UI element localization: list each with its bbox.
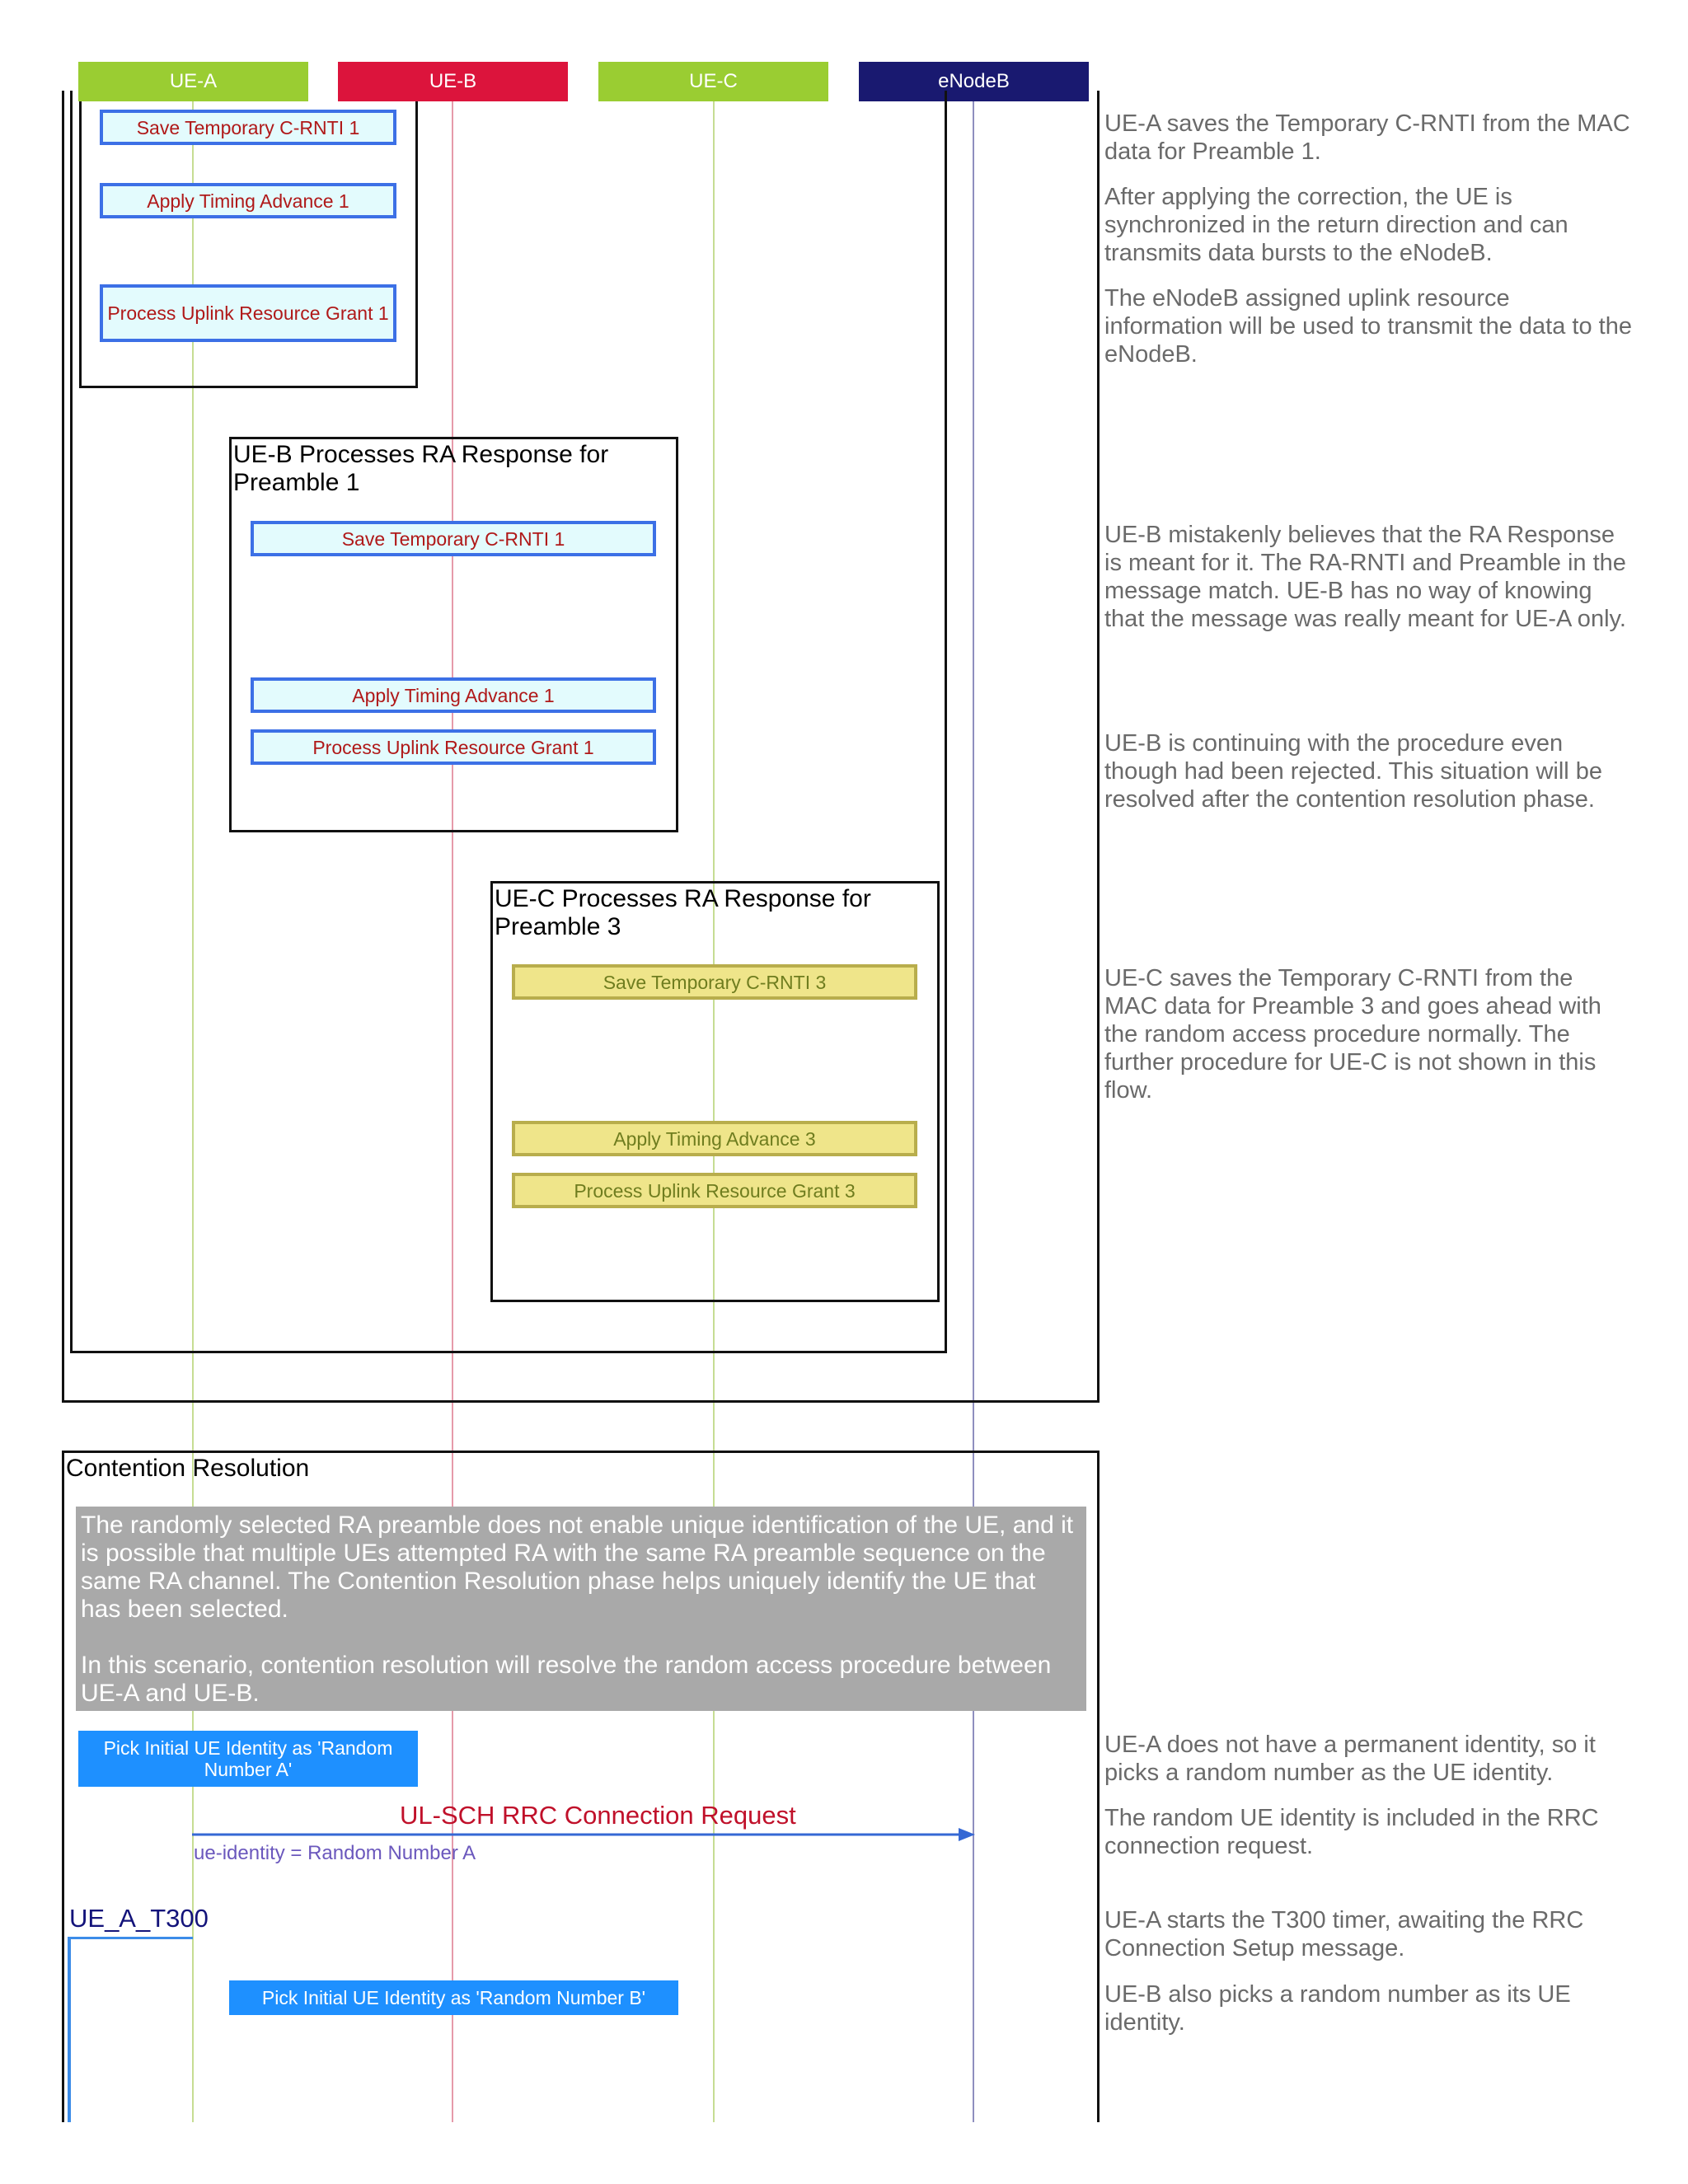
note-ue-a-random-identity: UE-A does not have a permanent identity, so it picks a random number as the UE identity. — [1104, 1732, 1596, 1786]
ue-b-apply-ta-action: Apply Timing Advance 1 — [251, 677, 656, 713]
ue-c-apply-ta-action: Apply Timing Advance 3 — [512, 1121, 917, 1156]
contention-resolution-title: Contention Resolution — [66, 1455, 310, 1482]
ue-a-apply-ta-action: Apply Timing Advance 1 — [100, 183, 396, 218]
ue-c-frame-title: UE-C Processes RA Response for Preamble 3 — [495, 885, 871, 940]
ue-b-save-crnti-action: Save Temporary C-RNTI 1 — [251, 521, 656, 556]
note-t300-timer: UE-A starts the T300 timer, awaiting the RRC Connection Setup message. — [1104, 1907, 1584, 1961]
pick-identity-a-action: Pick Initial UE Identity as 'Random Number A' — [78, 1731, 418, 1787]
rrc-connection-request-label: UL-SCH RRC Connection Request — [400, 1801, 796, 1830]
note-ue-a-uplink-resource: The eNodeB assigned uplink resource information will be used to transmit the data to the eNodeB. — [1104, 285, 1632, 368]
actor-header-enodeb: eNodeB — [859, 62, 1089, 101]
note-ue-b-random-identity: UE-B also picks a random number as its UE identity. — [1104, 1981, 1571, 2036]
ue-b-frame-title: UE-B Processes RA Response for Preamble 1 — [233, 441, 609, 496]
ue-identity-param: ue-identity = Random Number A — [194, 1842, 476, 1864]
contention-description-box — [76, 1507, 1086, 1711]
ue-b-process-grant-action: Process Uplink Resource Grant 1 — [251, 729, 656, 765]
actor-header-ue-a: UE-A — [78, 62, 308, 101]
note-ue-a-save-crnti: UE-A saves the Temporary C-RNTI from the MAC data for Preamble 1. — [1104, 110, 1630, 165]
contention-description-p2: In this scenario, contention resolution will resolve the random access procedure between UE-A and UE-B. — [81, 1652, 1052, 1707]
note-ue-c-saves: UE-C saves the Temporary C-RNTI from the MAC data for Preamble 3 and goes ahead with the random access procedure normally. The further procedure for UE-C is not shown in this flow. — [1104, 965, 1601, 1104]
ue-c-process-grant-action: Process Uplink Resource Grant 3 — [512, 1173, 917, 1208]
note-ue-a-synchronized: After applying the correction, the UE is synchronized in the return direction and can transmits data bursts to the eNodeB. — [1104, 184, 1568, 266]
note-ue-b-mistaken: UE-B mistakenly believes that the RA Response is meant for it. The RA-RNTI and Preamble in the message match. UE-B has no way of knowing that the message was really meant for UE-A only. — [1104, 522, 1626, 632]
note-ue-b-continuing: UE-B is continuing with the procedure even though had been rejected. This situation will be resolved after the contention resolution phase. — [1104, 730, 1603, 813]
ue-a-t300-timer-label: UE_A_T300 — [69, 1904, 209, 1933]
ue-a-t300-timer-bar — [68, 1937, 193, 2122]
ue-c-frame — [490, 881, 940, 1302]
ue-a-process-grant-action: Process Uplink Resource Grant 1 — [100, 284, 396, 342]
actor-header-ue-b: UE-B — [338, 62, 568, 101]
pick-identity-b-action: Pick Initial UE Identity as 'Random Number B' — [229, 1980, 678, 2015]
ue-c-save-crnti-action: Save Temporary C-RNTI 3 — [512, 964, 917, 1000]
contention-description-p1: The randomly selected RA preamble does not enable unique identification of the UE, and it is possible that multiple UEs attempted RA with the same RA preamble sequence on the same RA channel. The Contention Resolution phase helps uniquely identify the UE that has been selected. — [81, 1511, 1074, 1623]
actor-header-ue-c: UE-C — [598, 62, 828, 101]
ue-a-save-crnti-action: Save Temporary C-RNTI 1 — [100, 110, 396, 145]
note-rrc-request-identity: The random UE identity is included in the RRC connection request. — [1104, 1805, 1599, 1859]
